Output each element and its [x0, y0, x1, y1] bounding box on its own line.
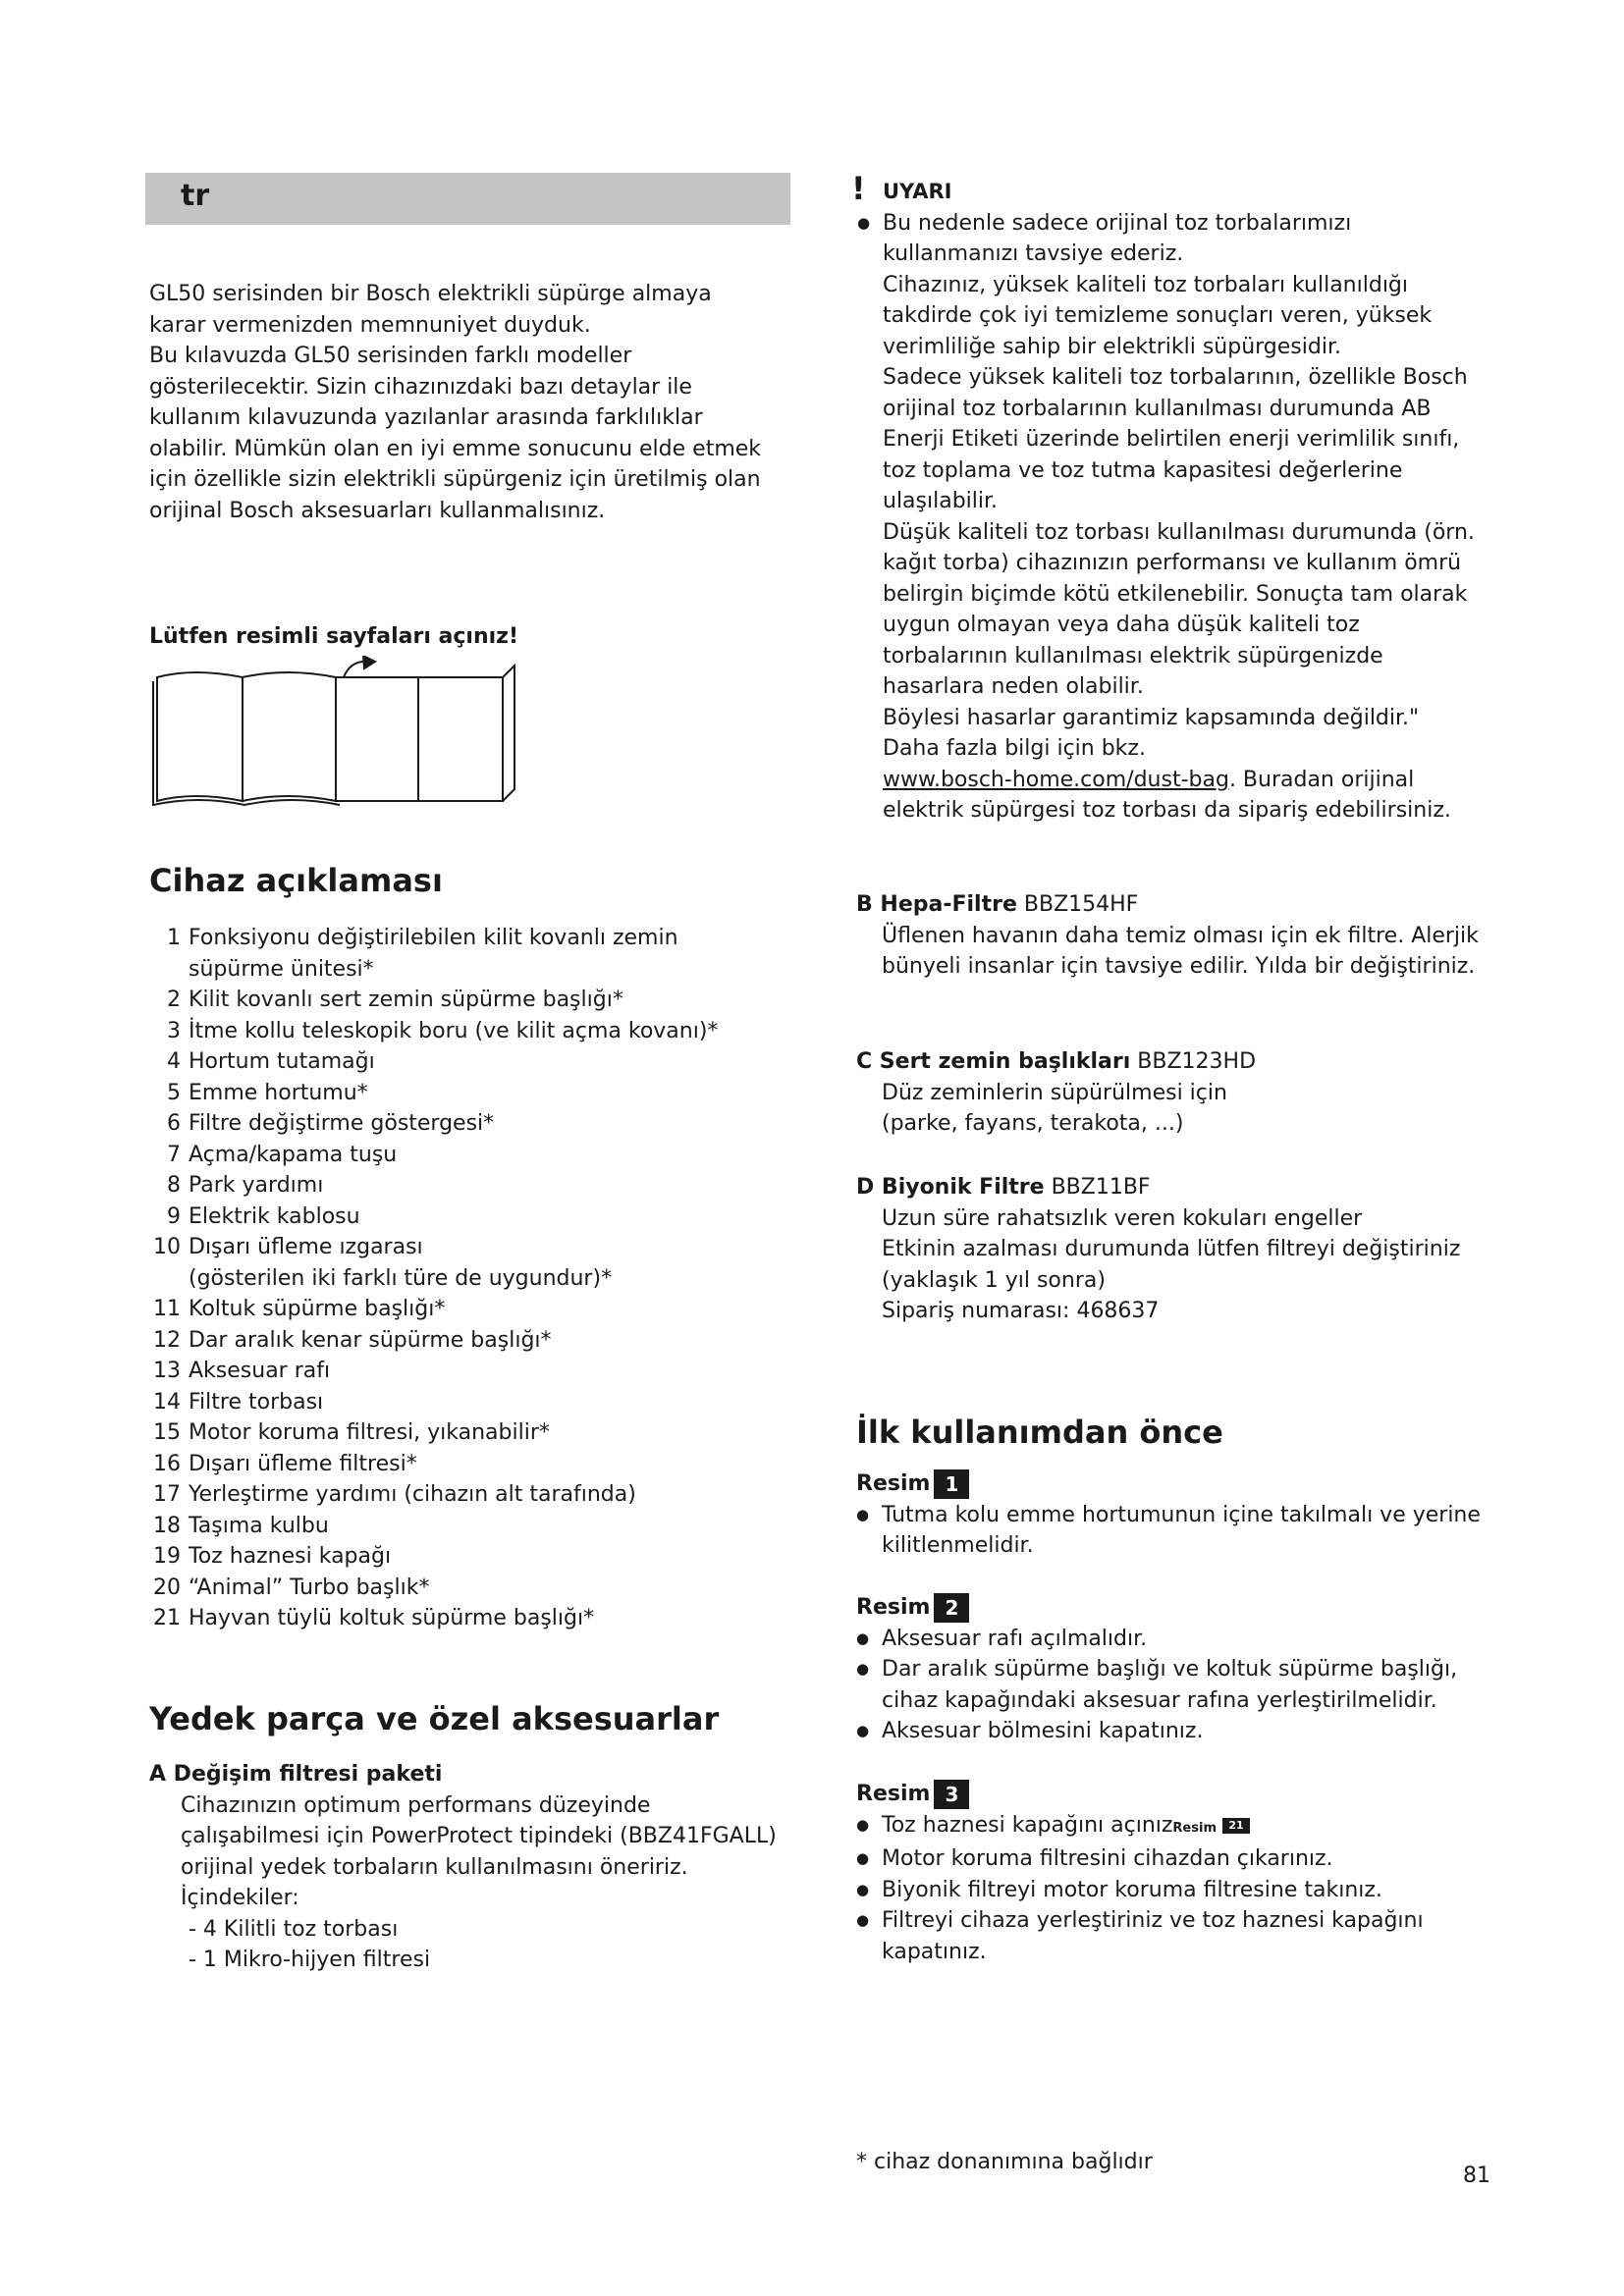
open-book-icon — [149, 656, 522, 811]
bosch-dust-bag-link[interactable]: www.bosch-home.com/dust-bag — [883, 767, 1229, 792]
spares-a-title: A Değişim filtresi paketi — [149, 1762, 443, 1787]
list-item: 17 Yerleştirme yardımı (cihazın alt tarafında) — [153, 1482, 636, 1507]
resim-3-item: ● Biyonik filtreyi motor koruma filtresine takınız. — [856, 1875, 1504, 1906]
list-item: 6 Filtre değiştirme göstergesi* — [167, 1111, 495, 1136]
list-item: 5 Emme hortumu* — [167, 1080, 368, 1105]
warning-icon: ! — [851, 170, 866, 207]
resim-3-block — [856, 1779, 1504, 1967]
resim-2-item: ● Aksesuar rafı açılmalıdır. — [856, 1624, 1504, 1655]
accessory-c-code: BBZ123HD — [1137, 1049, 1257, 1074]
list-item: 11 Koltuk süpürme başlığı* — [153, 1297, 446, 1321]
warning-paragraph-5: Böylesi hasarlar garantimiz kapsamında değildir." — [883, 705, 1420, 730]
language-bar — [145, 173, 790, 225]
description-heading: Cihaz açıklaması — [149, 862, 443, 899]
resim-3-item: ● Filtreyi cihaza yerleştiriniz ve toz haznesi kapağını kapatınız. — [856, 1905, 1504, 1967]
resim-2-item: ● Dar aralık süpürme başlığı ve koltuk süpürme başlığı, cihaz kapağındaki aksesuar rafına yerleştirilmelidir. — [856, 1654, 1504, 1716]
figure-badge: 2 — [934, 1593, 969, 1623]
accessory-b-text: Üflenen havanın daha temiz olması için ek filtre. Alerjik bünyeli insanlar için tavsiye edilir. Yılda bir değiştiriniz. — [882, 923, 1479, 979]
resim-2-item: ● Aksesuar bölmesini kapatınız. — [856, 1716, 1504, 1747]
list-item: 12 Dar aralık kenar süpürme başlığı* — [153, 1327, 552, 1353]
resim-3-item: ● Toz haznesi kapağını açınızResim 21 — [856, 1810, 1504, 1844]
list-item: 13 Aksesuar rafı — [153, 1359, 331, 1383]
parts-list — [149, 923, 778, 1634]
warning-paragraph-6: Daha fazla bilgi için bkz. — [883, 736, 1146, 761]
first-use-heading: İlk kullanımdan önce — [856, 1414, 1223, 1451]
open-pages-note: Lütfen resimli sayfaları açınız! — [149, 624, 519, 649]
accessory-d-text-3: (yaklaşık 1 yıl sonra) — [882, 1267, 1106, 1293]
page-number: 81 — [1463, 2163, 1490, 2188]
list-item: 8 Park yardımı — [167, 1173, 324, 1198]
resim-label: Resim — [856, 1782, 931, 1807]
list-item: 1 Fonksiyonu değiştirilebilen kilit kovanlı zemin — [167, 926, 678, 950]
spares-heading: Yedek parça ve özel aksesuarlar — [149, 1700, 720, 1737]
warning-paragraph-7: www.bosch-home.com/dust-bag. Buradan orijinal elektrik süpürgesi toz torbası da sipariş edebilirsiniz. — [883, 767, 1451, 823]
resim-2-block — [856, 1592, 1504, 1747]
accessory-d-text-2: Etkinin azalması durumunda lütfen filtreyi değiştiriniz — [882, 1237, 1461, 1261]
figure-ref-badge: 21 — [1222, 1818, 1250, 1834]
intro-paragraph-2: Bu kılavuzda GL50 serisinden farklı modeller gösterilecektir. Sizin cihazınızdaki bazı detaylar ile kullanım kılavuzunda yazılanlar arasında farklılıklar olabilir. Mümkün olan en iyi emme sonucunu elde etmek için özellikle sizin elektrikli süpürgeniz için üretilmiş olan orijinal Bosch aksesuarları kullanmalısınız. — [149, 344, 762, 523]
warning-block — [851, 170, 1491, 827]
figure-badge: 1 — [934, 1469, 969, 1499]
list-item: 21 Hayvan tüylü koltuk süpürme başlığı* — [153, 1606, 595, 1630]
warning-title: UYARI — [883, 180, 952, 203]
accessory-d-code: BBZ11BF — [1051, 1175, 1151, 1200]
list-item: 3 İtme kollu teleskopik boru (ve kilit açma kovanı)* — [167, 1018, 719, 1043]
spares-a-content-2: - 1 Mikro-hijyen filtresi — [189, 1948, 431, 1972]
spares-section-a — [149, 1759, 778, 1976]
intro-text — [149, 279, 768, 526]
accessory-c-text-1: Düz zeminlerin süpürülmesi için — [882, 1080, 1227, 1105]
warning-paragraph-3: Sadece yüksek kaliteli toz torbalarının, özellikle Bosch orijinal toz torbalarının kullanılması durumunda AB Enerji Etiketi üzerinde belirtilen enerji verimlilik sınıfı, toz toplama ve toz tutma kapasitesi değerlerine ulaşılabilir. — [883, 365, 1468, 513]
resim-label: Resim — [856, 1595, 931, 1621]
resim-1-item: ● Tutma kolu emme hortumunun içine takılmalı ve yerine kilitlenmelidir. — [856, 1500, 1504, 1562]
warning-paragraph-1: ● Bu nedenle sadece orijinal toz torbalarımızı kullanmanızı tavsiye ederiz. — [857, 208, 1491, 270]
figure-badge: 3 — [934, 1780, 969, 1809]
list-item: 7 Açma/kapama tuşu — [167, 1142, 398, 1167]
list-item: 16 Dışarı üfleme filtresi* — [153, 1451, 417, 1476]
accessory-d-text-4: Sipariş numarası: 468637 — [882, 1299, 1160, 1323]
accessory-c-title: C Sert zemin başlıkları — [856, 1049, 1131, 1074]
accessory-c — [856, 1046, 1504, 1140]
accessory-c-text-2: (parke, fayans, terakota, ...) — [882, 1111, 1184, 1136]
spares-a-contents-label: İçindekiler: — [181, 1886, 299, 1910]
accessory-b-code: BBZ154HF — [1023, 892, 1139, 917]
accessory-d — [856, 1172, 1504, 1327]
accessory-b — [856, 889, 1504, 983]
list-item-continuation: süpürme ünitesi* — [189, 956, 374, 982]
accessory-d-title: D Biyonik Filtre — [856, 1175, 1045, 1200]
list-item: 4 Hortum tutamağı — [167, 1049, 375, 1074]
warning-paragraph-4: Düşük kaliteli toz torbası kullanılması durumunda (örn. kağıt torba) cihazınızın performansı ve kullanım ömrü belirgin biçimde kötü etkilenebilir. Sonuçta tam olarak uygun olmayan veya daha düşük kaliteli toz torbalarının kullanılması elektrik süpürgenizde hasarlara neden olabilir. — [883, 519, 1475, 699]
spares-a-content-1: - 4 Kilitli toz torbası — [189, 1916, 399, 1942]
accessory-b-title: B Hepa-Filtre — [856, 892, 1017, 917]
intro-paragraph-1: GL50 serisinden bir Bosch elektrikli süpürge almaya karar vermenizden memnuniyet duyduk. — [149, 282, 712, 338]
list-item: 19 Toz haznesi kapağı — [153, 1544, 392, 1569]
resim-3-item: ● Motor koruma filtresini cihazdan çıkarınız. — [856, 1843, 1504, 1875]
warning-paragraph-2: Cihazınız, yüksek kaliteli toz torbaları kullanıldığı takdirde çok iyi temizleme sonuçları veren, yüksek verimliliğe sahip bir elektrikli süpürgesidir. — [883, 272, 1433, 359]
list-item: 14 Filtre torbası — [153, 1389, 324, 1415]
list-item: 10 Dışarı üfleme ızgarası — [153, 1235, 423, 1259]
list-item: 9 Elektrik kablosu — [167, 1203, 360, 1229]
spares-a-text: Cihazınızın optimum performans düzeyinde çalışabilmesi için PowerProtect tipindeki (BBZ41FGALL) orijinal yedek torbaların kullanılmasını öneririz. — [181, 1792, 777, 1880]
list-item-continuation: (gösterilen iki farklı türe de uygundur)* — [189, 1265, 613, 1291]
language-code: tr — [181, 179, 210, 213]
resim-label: Resim — [856, 1471, 931, 1497]
footnote: * cihaz donanımına bağlıdır — [856, 2150, 1153, 2174]
resim-1-block — [856, 1468, 1504, 1562]
list-item: 18 Taşıma kulbu — [153, 1513, 329, 1538]
list-item: 20 “Animal” Turbo başlık* — [153, 1575, 430, 1600]
accessory-d-text-1: Uzun süre rahatsızlık veren kokuları engeller — [882, 1205, 1363, 1231]
list-item: 2 Kilit kovanlı sert zemin süpürme başlığı* — [167, 988, 623, 1012]
resim-ref-label: Resim — [1172, 1820, 1217, 1836]
list-item: 15 Motor koruma filtresi, yıkanabilir* — [153, 1420, 550, 1445]
